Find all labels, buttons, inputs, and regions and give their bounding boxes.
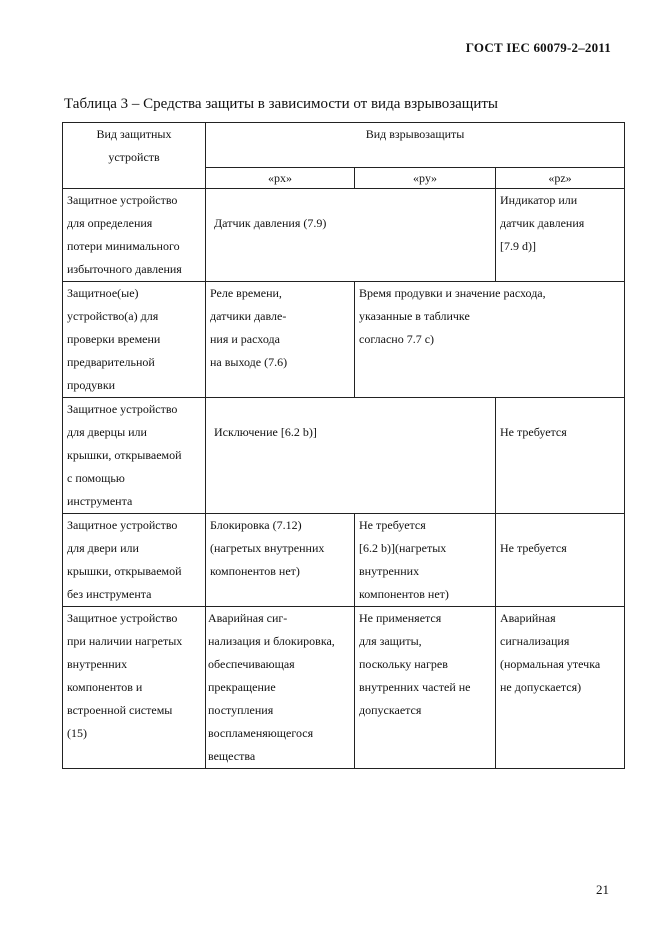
pz-cell: [496, 189, 625, 282]
header-device-line: Вид защитных: [96, 127, 172, 141]
py-cell: [355, 607, 496, 769]
table-caption: Таблица 3 – Средства защиты в зависимости от вида взрывозащиты: [64, 96, 498, 112]
device-line: потери минимального: [67, 239, 180, 253]
px-line: воспламеняющегося: [208, 726, 314, 740]
device-cell: [63, 607, 206, 769]
table-header-row: [63, 123, 625, 168]
device-cell: [63, 282, 206, 398]
device-line: при наличии нагретых: [67, 634, 183, 648]
device-line: внутренних: [67, 657, 128, 671]
px-py-value: Датчик давления (7.9): [214, 216, 327, 230]
px-line: Блокировка (7.12): [210, 518, 302, 532]
pz-line: датчик давления: [500, 216, 585, 230]
px-cell: [206, 514, 355, 607]
pz-value: Не требуется: [500, 541, 567, 555]
pz-line: (нормальная утечка: [500, 657, 601, 671]
device-line: крышки, открываемой: [67, 448, 182, 462]
subheader-py: «py»: [355, 168, 496, 189]
px-cell: [206, 282, 355, 398]
py-line: внутренних: [359, 564, 420, 578]
px-line: ния и расхода: [210, 332, 280, 346]
px-line: поступления: [208, 703, 274, 717]
device-line: Защитное устройство: [67, 402, 178, 416]
table-row: [63, 282, 625, 398]
device-line: для определения: [67, 216, 153, 230]
px-line: вещества: [208, 749, 256, 763]
py-pz-line: указанные в табличке: [359, 309, 470, 323]
document-standard-header: ГОСТ IEC 60079-2–2011: [465, 40, 611, 55]
device-line: Защитное устройство: [67, 193, 178, 207]
px-line: Реле времени,: [210, 286, 282, 300]
subheader-px: «px»: [206, 168, 355, 189]
py-line: Не применяется: [359, 611, 442, 625]
pz-cell: [496, 514, 625, 607]
px-py-cell: [206, 398, 496, 514]
py-pz-cell: [355, 282, 625, 398]
device-line: инструмента: [67, 494, 133, 508]
px-line: (нагретых внутренних: [210, 541, 325, 555]
py-line: компонентов нет): [359, 587, 449, 601]
device-line: продувки: [67, 378, 116, 392]
px-line: на выходе (7.6): [210, 355, 288, 369]
table-row: [63, 514, 625, 607]
pz-cell: [496, 607, 625, 769]
py-line: поскольку нагрев: [359, 657, 448, 671]
pz-value: Не требуется: [500, 425, 567, 439]
page-number: 21: [596, 882, 609, 897]
device-line: Защитное устройство: [67, 518, 178, 532]
device-line: избыточного давления: [67, 262, 182, 276]
py-line: [6.2 b)](нагретых: [359, 541, 447, 555]
py-cell: [355, 514, 496, 607]
px-line: прекращение: [208, 680, 276, 694]
header-protection-type: [206, 123, 625, 168]
px-line: компонентов нет): [210, 564, 300, 578]
device-cell: [63, 514, 206, 607]
pz-line: Индикатор или: [500, 193, 578, 207]
px-line: нализация и блокировка,: [208, 634, 335, 648]
device-line: без инструмента: [67, 587, 152, 601]
device-cell: [63, 398, 206, 514]
protection-table: [62, 122, 625, 769]
table-row: [63, 607, 625, 769]
px-line: датчики давле-: [210, 309, 287, 323]
px-py-cell: [206, 189, 496, 282]
device-line: предварительной: [67, 355, 155, 369]
py-line: Не требуется: [359, 518, 426, 532]
pz-line: [7.9 d)]: [500, 239, 536, 253]
pz-cell: [496, 398, 625, 514]
px-cell: [206, 607, 355, 769]
device-line: устройство(а) для: [67, 309, 159, 323]
device-line: крышки, открываемой: [67, 564, 182, 578]
py-line: допускается: [359, 703, 422, 717]
device-cell: [63, 189, 206, 282]
device-line: компонентов и: [67, 680, 143, 694]
px-line: Аварийная сиг-: [208, 611, 288, 625]
device-line: с помощью: [67, 471, 125, 485]
pz-line: Аварийная: [500, 611, 556, 625]
subheader-pz: «pz»: [496, 168, 625, 189]
py-line: внутренних частей не: [359, 680, 471, 694]
device-line: для дверцы или: [67, 425, 147, 439]
header-device-type: [63, 123, 206, 189]
table-row: [63, 189, 625, 282]
device-line: проверки времени: [67, 332, 161, 346]
table-row: [63, 398, 625, 514]
py-line: для защиты,: [359, 634, 422, 648]
py-pz-line: Время продувки и значение расхода,: [359, 286, 546, 300]
device-line: встроенной системы: [67, 703, 173, 717]
header-protection-label: Вид взрывозащиты: [365, 127, 465, 141]
header-device-line: устройств: [108, 150, 160, 164]
py-pz-line: согласно 7.7 c): [359, 332, 435, 346]
device-line: для двери или: [67, 541, 139, 555]
px-line: обеспечивающая: [208, 657, 295, 671]
device-line: Защитное устройство: [67, 611, 178, 625]
px-py-value: Исключение [6.2 b)]: [214, 425, 317, 439]
pz-line: не допускается): [500, 680, 582, 694]
device-line: Защитное(ые): [67, 286, 139, 300]
device-line: (15): [67, 726, 87, 740]
pz-line: сигнализация: [500, 634, 570, 648]
